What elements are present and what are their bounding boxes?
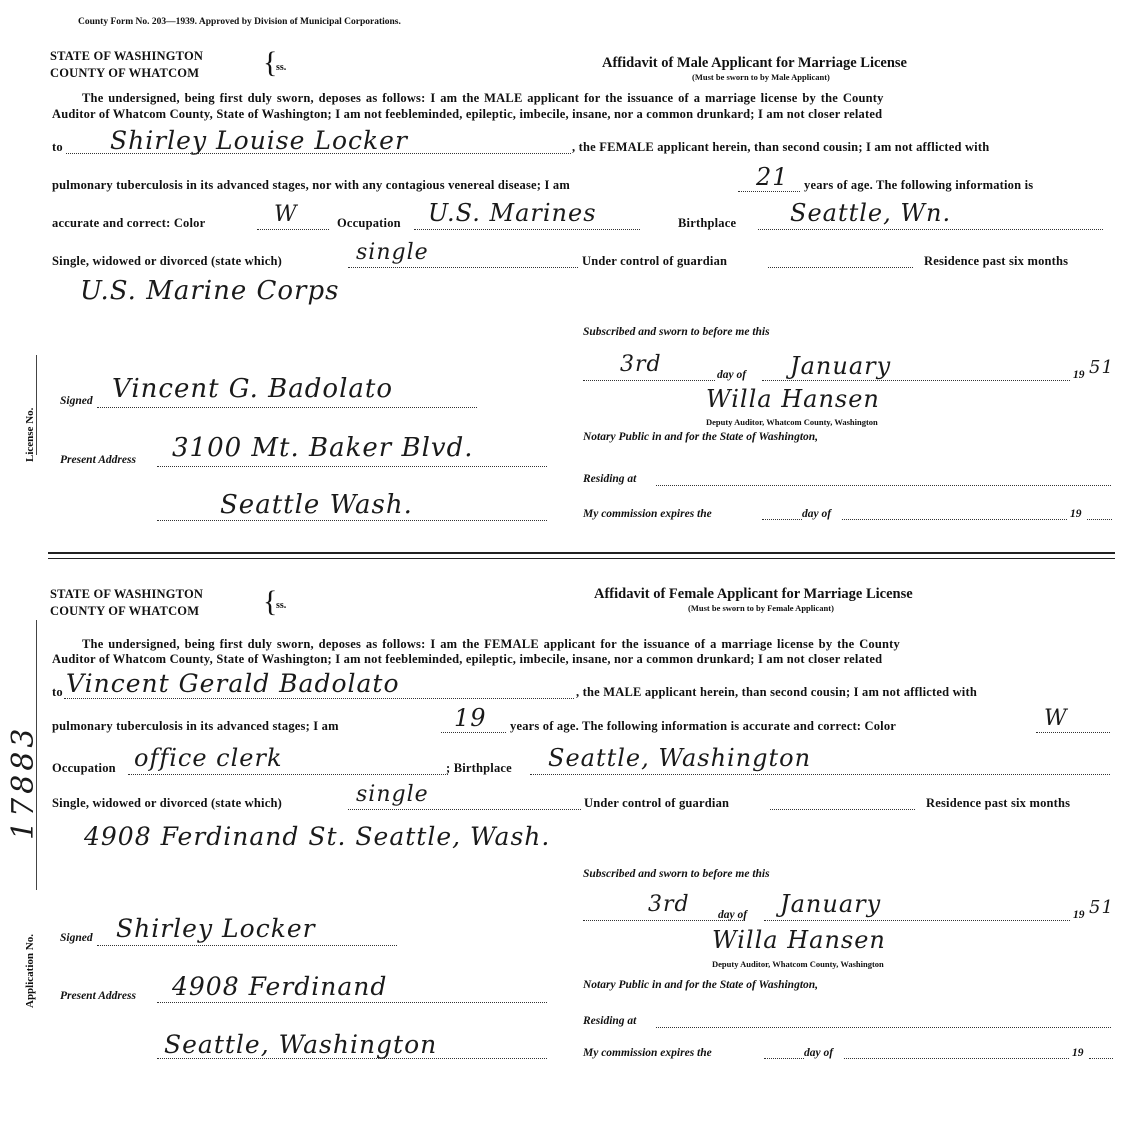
female-ss: ss. (276, 600, 287, 611)
male-deputy-caption: Deputy Auditor, Whatcom County, Washington (706, 417, 878, 427)
female-address-label: Present Address (60, 990, 136, 1002)
female-line2: Auditor of Whatcom County, State of Washington; I am not feebleminded, epileptic, imbecile, insane, nor a common drunkard; I am not closer related (52, 652, 883, 666)
female-brace: { (263, 585, 278, 618)
female-year-prefix: 19 (1073, 909, 1085, 921)
male-commission-b: day of (802, 508, 832, 520)
male-county: COUNTY OF WHATCOM (50, 66, 200, 80)
female-line3: , the MALE applicant herein, than second cousin; I am not afflicted with (576, 685, 977, 699)
female-occ-label: Occupation (52, 761, 116, 775)
female-subscribed: Subscribed and sworn to before me this (583, 868, 770, 880)
female-age: 19 (454, 704, 487, 732)
male-day-of: day of (717, 369, 747, 381)
female-to-value: Vincent Gerald Badolato (66, 669, 400, 698)
male-color: W (274, 202, 298, 227)
female-to-label: to (52, 685, 63, 699)
male-occ-label: Occupation (337, 216, 401, 230)
male-residence-label: Residence past six months (924, 254, 1069, 268)
female-signed-label: Signed (60, 932, 93, 944)
male-occupation: U.S. Marines (428, 199, 597, 227)
male-deputy-signature: Willa Hansen (706, 385, 880, 413)
female-commission-a: My commission expires the (583, 1047, 712, 1059)
female-line4b: years of age. The following information is accurate and correct: Color (510, 719, 897, 733)
female-occupation: office clerk (134, 744, 283, 772)
female-deputy-signature: Willa Hansen (712, 926, 886, 954)
male-year-prefix: 19 (1073, 369, 1085, 381)
male-commission-c: 19 (1070, 508, 1082, 520)
male-residing: Residing at (583, 473, 637, 485)
female-marital-label: Single, widowed or divorced (state which) (52, 796, 282, 810)
male-guardian-label: Under control of guardian (582, 254, 728, 268)
male-residence: U.S. Marine Corps (80, 276, 340, 306)
female-residence-label: Residence past six months (926, 796, 1071, 810)
application-no-label: Application No. (24, 934, 36, 1008)
female-state: STATE OF WASHINGTON (50, 587, 204, 601)
female-notary: Notary Public in and for the State of Washington, (583, 979, 819, 991)
male-ss: ss. (276, 62, 287, 73)
female-residing: Residing at (583, 1015, 637, 1027)
female-line1: The undersigned, being first duly sworn, deposes as follows: I am the FEMALE applicant for the issuance of a marriage license by the County (82, 637, 900, 651)
female-address2: Seattle, Washington (164, 1030, 438, 1059)
female-title: Affidavit of Female Applicant for Marriage License (594, 586, 913, 602)
male-commission-a: My commission expires the (583, 508, 712, 520)
female-birthplace: Seattle, Washington (548, 744, 812, 772)
male-line4a: pulmonary tuberculosis in its advanced stages, nor with any contagious venereal disease; I am (52, 178, 570, 192)
female-signature: Shirley Locker (116, 914, 316, 943)
female-line4a: pulmonary tuberculosis in its advanced stages; I am (52, 719, 339, 733)
male-subtitle: (Must be sworn to by Male Applicant) (692, 72, 830, 82)
female-subtitle: (Must be sworn to by Female Applicant) (688, 603, 834, 613)
male-birth-label: Birthplace (678, 216, 737, 230)
female-address1: 4908 Ferdinand (172, 972, 388, 1001)
male-subscribed: Subscribed and sworn to before me this (583, 326, 770, 338)
male-month: January (790, 352, 892, 380)
male-color-label: accurate and correct: Color (52, 216, 206, 230)
male-signed-label: Signed (60, 395, 93, 407)
female-commission-b: day of (804, 1047, 834, 1059)
male-signature: Vincent G. Badolato (112, 374, 393, 404)
male-day: 3rd (620, 352, 662, 377)
male-marital-label: Single, widowed or divorced (state which) (52, 254, 282, 268)
male-line1: The undersigned, being first duly sworn, deposes as follows: I am the MALE applicant for the issuance of a marriage license by the County (82, 91, 884, 105)
license-no-label: License No. (24, 407, 36, 462)
female-day: 3rd (648, 892, 690, 917)
female-marital: single (356, 782, 429, 807)
male-to-value: Shirley Louise Locker (110, 126, 408, 155)
female-residence: 4908 Ferdinand St. Seattle, Wash. (84, 822, 551, 851)
female-county: COUNTY OF WHATCOM (50, 604, 200, 618)
female-guardian-label: Under control of guardian (584, 796, 730, 810)
form-header: County Form No. 203—1939. Approved by Division of Municipal Corporations. (78, 17, 401, 27)
male-state: STATE OF WASHINGTON (50, 49, 204, 63)
male-year-suffix: 51 (1089, 357, 1114, 378)
female-year-suffix: 51 (1089, 897, 1114, 918)
female-deputy-caption: Deputy Auditor, Whatcom County, Washington (712, 959, 884, 969)
female-commission-c: 19 (1072, 1047, 1084, 1059)
male-marital: single (356, 240, 429, 265)
male-brace: { (263, 46, 278, 79)
female-birth-label: ; Birthplace (446, 761, 512, 775)
male-notary: Notary Public in and for the State of Washington, (583, 431, 819, 443)
male-line3: , the FEMALE applicant herein, than second cousin; I am not afflicted with (572, 140, 990, 154)
male-title: Affidavit of Male Applicant for Marriage License (602, 55, 907, 71)
male-address-label: Present Address (60, 454, 136, 466)
male-age: 21 (756, 163, 789, 191)
male-birthplace: Seattle, Wn. (790, 199, 952, 227)
male-address1: 3100 Mt. Baker Blvd. (172, 433, 474, 463)
female-color: W (1044, 706, 1068, 731)
male-line2: Auditor of Whatcom County, State of Washington; I am not feebleminded, epileptic, imbecile, insane, nor a common drunkard; I am not closer related (52, 107, 883, 121)
male-line4b: years of age. The following information is (804, 178, 1034, 192)
male-to-label: to (52, 140, 63, 154)
female-month: January (780, 890, 882, 918)
female-day-of: day of (718, 909, 748, 921)
application-number: 17883 (6, 724, 41, 840)
male-address2: Seattle Wash. (220, 490, 413, 520)
